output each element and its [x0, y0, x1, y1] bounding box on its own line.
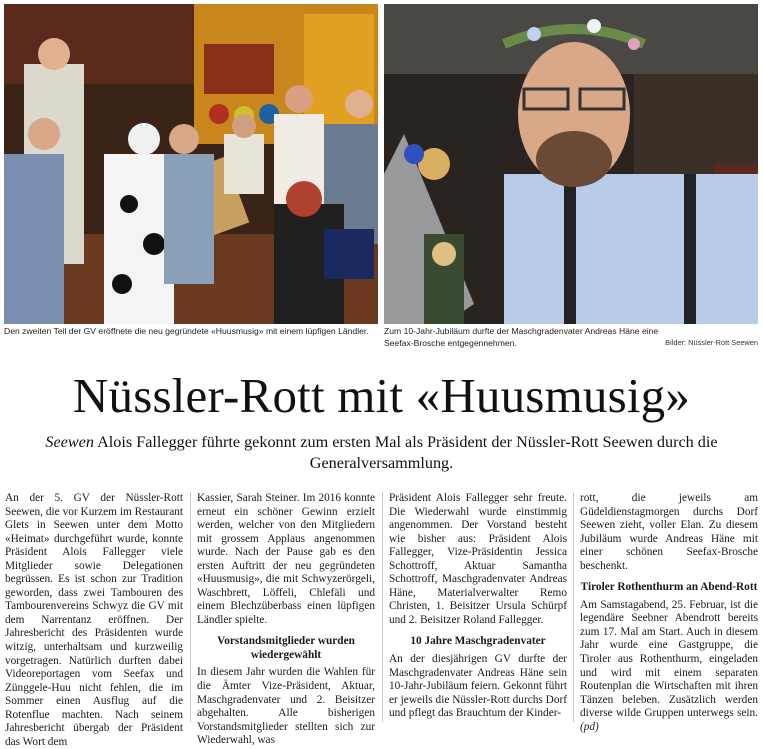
body-paragraph: An der 5. GV der Nüssler-Rott Seewen, die vor Kurzem im Restaurant Glets in Seewen unter dem Motto «Heimat» durchgeführt wurde, konnte Präsident Alois Fallegger viele Mitglieder sowie Delegationen begrüssen. Es ist schon zur Tradition geworden, dass zwei Tambouren des Tambourenvereins Schwyz die GV mit dem Narrentanz eröffnen. Der Jahresbericht des Präsidenten wurde witzig, unterhaltsam und kurzweilig vorgetragen. Natürlich durften dabei Videoreportagen vom Seefax und Zünggele-Huu nicht fehlen, die im Sommer einen Ausflug auf die Rotenfluе machten. Nach seinem Jahresbericht übergab der Präsident das Wort dem — [5, 492, 183, 748]
body-paragraph: Kassier, Sarah Steiner. Im 2016 konnte erneut ein schöner Gewinn erzielt werden, welcher von den Mitgliedern mit grossem Applaus angenommen wurde. Nach der Pause gab es den ersten Auftritt der neu gegründeten «Huusmusig», die mit Schwyzerörgeli, Waschbrett, Löffeli, Chlefäli und einem Blechzüberbass einen lüpfigen Ländler spielte. — [197, 492, 375, 626]
photo-caption-right: Zum 10-Jahr-Jubiläum durfte der Maschgradenvater Andreas Häne eine Seefax-Brosche entgegennehmen. — [384, 326, 659, 348]
body-paragraph: Präsident Alois Fallegger sehr freute. Die Wiederwahl wurde einstimmig angenommen. Der Vorstand besteht wie bisher aus: Präsident Alois Fallegger, Vize-Präsidentin Jessica Schottroff, Aktuar Samantha Schottroff, Maschgradenvater Andreas Häne, Materialverwalter Remo Christen, 1. Beisitzer Ursula Schürpf und 2. Beisitzer Roland Fallegger. — [389, 492, 567, 626]
column-divider — [190, 492, 191, 722]
photo-credit: Bilder: Nüssler-Rott Seewen — [665, 338, 758, 347]
column-divider — [573, 492, 574, 722]
article-column-1 — [5, 492, 183, 749]
section-subhead: Vorstandsmitglieder wurden wiedergewählt — [217, 635, 355, 661]
article-column-2 — [197, 492, 375, 748]
article-column-4 — [580, 492, 758, 734]
article-lead — [40, 432, 723, 474]
photo-huusmusig-band — [4, 4, 378, 324]
article-headline: Nüssler-Rott mit «Huusmusig» — [72, 368, 691, 423]
lead-text: Alois Fallegger führte gekonnt zum ersten Mal als Präsident der Nüssler-Rott Seewen durch die Generalversammlung. — [97, 433, 718, 472]
signoff: (pd) — [580, 720, 599, 733]
article-column-3 — [389, 492, 567, 721]
section-subhead: Tiroler Rothenthurm an Abend-Rott — [580, 581, 758, 594]
body-paragraph: In diesem Jahr wurden die Wahlen für die Ämter Vize-Präsident, Aktuar, Maschgradenvater und 2. Beisitzer abgehalten. Alle bisherigen Vorstandsmitglieder stellten sich zur Wiederwahl, was — [197, 666, 375, 747]
dateline: Seewen — [45, 433, 94, 451]
body-text: Am Samstagabend, 25. Februar, ist die legendäre Seebner Abendrott bereits zum 17. Mal am Start. Auch in diesem Jahr wurde eine Gastgruppe, die Tiroler aus Rothenthurm, eingeladen und wird mit einem separaten Routenplan die Wirtschaften mit ihren Tänzen beleben. Zusätzlich werden diverse wilde Gruppen unterwegs sein. — [580, 598, 758, 720]
section-subhead: 10 Jahre Maschgradenvater — [410, 635, 546, 648]
photo-maschgradenvater — [384, 4, 758, 324]
column-divider — [382, 492, 383, 722]
body-paragraph: An der diesjährigen GV durfte der Maschgradenvater Andreas Häne sein 10-Jahr-Jubiläum feiern. Gekonnt führt er jeweils die Nüssler-Rott durchs Dorf und pflegt das Brauchtum der Kinder- — [389, 652, 567, 720]
body-paragraph — [580, 599, 758, 734]
body-paragraph: rott, die jeweils am Güdeldienstagmorgen durchs Dorf Seewen zieht, voller Elan. Zu diesem Jubiläum wurde Andreas Häne mit einer schönen Seefax-Brosche beschenkt. — [580, 492, 758, 572]
photo-caption-left: Den zweiten Teil der GV eröffnete die neu gegründete «Huusmusig» mit einem lüpfigen Ländler. — [4, 326, 369, 336]
